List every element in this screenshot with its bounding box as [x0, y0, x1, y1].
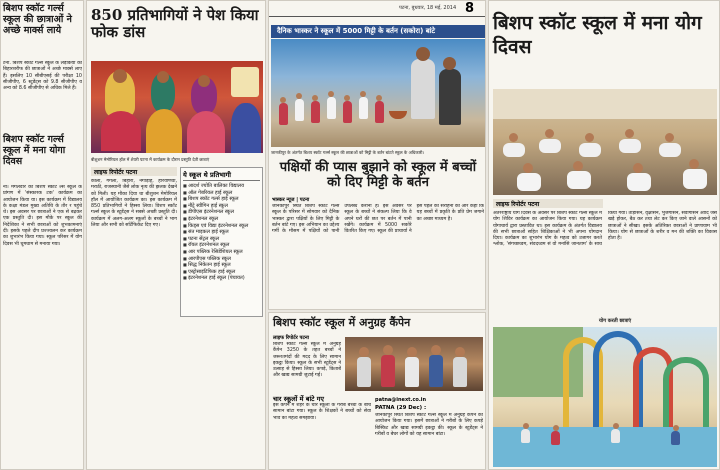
school-list-item: ■ रॉयल इंटरनेशनल स्कूल [183, 242, 260, 249]
yoga-photo-caption: योग करती छात्राएं [599, 318, 632, 324]
yoga-photo [493, 89, 717, 195]
pots-photo [271, 39, 485, 147]
campaign-dateline: PATNA (29 Dec) : [375, 405, 427, 411]
yoga-body-text: अंतरराष्ट्रीय योग दिवस के अवसर पर बिशप स्कॉट गर्ल्स स्कूल में योग शिविर कार्यक्रम का आयोजन किया गया। यह कार्यक्रम योगाचार्य द्वारा प्रस्तावित था। इस कार्यक्रम के अंतर्गत विद्यालय की सभी छात्राओं सहित शिक्षिकाओं ने भी अपना योगदान दिया। कार्यक्रम का शुभारंभ योग के महत्व को उजागर करते श्लोक, 'संगच्छध्वम, संवदध्वम सं वो मनांसि जानताम' के साथ किया गया। ताड़ासन, वृक्षासन, भुजंगासन, सर्वांगासन आदि जैसे खड़े होकर, बैठ कर तथा लेट कर किए जाने वाले आसनों को छात्राओं ने सीखा। इसके अतिरिक्त छात्राओं ने प्राणायाम भी किया। योग से छात्राओं के शरीर व मन की शक्ति का विकास होता है। [493, 211, 717, 248]
left-body-text-2: ना। मंगलवार को बिशप स्कॉट र्ल्स स्कूल के प्रांगण में 'संस्कारक टक' कार्यक्रम का आयोजन किया या। इस कार्यक्रम में विद्यालय के कक्षा मंडल मुख्य अतिथि के तौर र पहुंचे थे। इस अवसर पर छात्राओं ने एक से बढ़कर एक प्रस्तुति दी। इस मौके पर स्कूल की निदेशिका ने सभी छात्राओं को शुभकामनाएं दीं। इसके पहले दीप प्रज्ज्वलन कर कार्यक्रम का शुभारंभ किया गया। स्कूल परिसर में योग दिवस भी धूमधाम से मनाया गया। [3, 185, 82, 247]
pots-news-clip [268, 0, 486, 310]
folk-byline [91, 167, 177, 176]
school-list-item: ■ संत माइकल हाई स्कूल [183, 229, 260, 236]
school-list-item: ■ बिशप स्कॉट गर्ल्स हाई स्कूल [183, 196, 260, 203]
campaign-headline: बिशप स्कॉट स्कूल में अनुग्रह कैंपेन [273, 316, 411, 329]
left-headline-2: बिशप स्कॉट गर्ल्स स्कूल में मना योगा दिवस [3, 134, 66, 167]
school-list-item: ■ नौट्रे स्वीगिन हाई स्कूल [183, 203, 260, 210]
campaign-body-text-3: जानकीपुर स्थित बिशप स्कॉट गर्ल्स स्कूल में अनुग्रह कैंपेन का आयोजन किया गया। इसमें छात्राओं ने गरीबों के लिए कपड़े बिस्किट और खाद्य सामग्री इकट्ठा की। स्कूल के स्टूडेंट्स ने गरीबों व बेघर लोगों को यह सामान बांटा। [375, 413, 483, 437]
campaign-body-text-2: इस कैंपेन में शहर के चार स्कूलों के गरीब बच्चों के बीच सामान बांटा गया। स्कूल के शिक्षकों ने बच्चों को सेवा भाव का महत्व समझाया। [273, 403, 371, 421]
pots-caption: जानकीपुर के अंतर्गत बिशप स्कॉट गर्ल्स स्कूल की छात्राओं को मिट्टी के बर्तन बांटते स्कूल के अधिकारी। [271, 150, 425, 155]
left-body-text: टना. बिशप स्कॉट गर्ल्स स्कूल के लड़कियों को बिहारशरीफ की छात्राओं ने अच्छे मार्क्स लाए हैं। इसलिए 10 सीबीएसई की परीक्षा 10 सीजीपीए, 6 स्टूडेंट्स को 9.8 सीजीपीए व अन्य को 8.6 सीजीपीए से अधिक मिले हैं। [3, 61, 82, 92]
masthead-date: पटना, बुधवार, 18 मई, 2014 [399, 5, 457, 11]
folk-headline: 850 प्रतिभागियों ने पेश किया फोक डांस [91, 6, 259, 42]
folk-dance-clip [86, 0, 266, 470]
school-list-item: ■ इंटरनेशनल हाई स्कूल (पंचायत) [183, 275, 260, 282]
left-news-clip [0, 0, 84, 470]
school-list-title: ये स्कूल थे प्रतिभागी [183, 170, 260, 181]
campaign-news-clip [268, 312, 486, 470]
school-list-item: ■ सिद्ध निकेतन हाई स्कूल [183, 262, 260, 269]
folk-byline-text: लाइफ रिपोर्टर पटना [94, 169, 138, 176]
water-park-photo [493, 327, 717, 467]
school-list-item: ■ किड्स एवं विद्या इंटरनेशनल स्कूल [183, 223, 260, 230]
school-list-item: ■ पटना सेंट्रल स्कूल [183, 236, 260, 243]
school-list-item: ■ आरपीएस पब्लिक स्कूल [183, 256, 260, 263]
folk-photo-caption: बीशुशन मेमोरियल हॉल में शेयरी पटना में कार्यक्रम के दौरान प्रस्तुति देती छात्राएं [91, 157, 210, 162]
pots-body-text: जानकीपुर स्थित बिशप स्कॉट गर्ल्स स्कूल के परिसर में सोमवार को दैनिक भास्कर द्वारा पक्षियों के लिए मिट्टी के बर्तन बांटे गए। इस अभियान का उद्देश्य गर्मी के मौसम में पक्षियों को पानी उपलब्ध कराना है। इस अवसर पर स्कूल के बच्चों ने संकल्प लिया कि वे अपने घरों की छत पर बर्तन में पानी रखेंगे। कार्यक्रम में 5000 सकोरे वितरित किए गए। स्कूल की प्राचार्या ने इस पहल की सराहना की और कहा कि यह बच्चों में प्रकृति के प्रति प्रेम जगाने का अच्छा माध्यम है। [272, 204, 484, 235]
page-number: 8 [465, 1, 475, 16]
masthead [269, 1, 486, 17]
campaign-subhead: चार स्कूलों में बांटे गए [273, 395, 324, 403]
school-list-item: ■ इंटरनेशनल स्कूल [183, 216, 260, 223]
school-list-item: ■ आदर्श ज्योति बालिका विद्यालय [183, 183, 260, 190]
campaign-photo [345, 337, 483, 391]
campaign-body-text: बिशप स्कॉट गर्ल्स स्कूल में अनुग्रह कैंपेन 3250 के तहत बच्चों ने जरूरतमंदों की मदद के लिए सामान इकट्ठा किया। स्कूल के सभी स्टूडेंट्स ने उत्साह से हिस्सा लिया। कपड़े, किताबें और खाद्य सामग्री जुटाई गई। [273, 342, 341, 379]
school-list-item: ■ आर पब्लिक रेसिडेंशियल स्कूल [183, 249, 260, 256]
pots-headline: पक्षियों की प्यास बुझाने को स्कूल में बच्चों को दिए मिट्टी के बर्तन [279, 160, 477, 190]
folk-body-text: कोली, गंगली, बिहारी, नगाड़ीह, हरियाणवी, मराठी, राजस्थानी जैसे लोक नृत्य की झलक देखने को मिली। यह मौका दिया था बीशुशन मेमोरियल हॉल में आयोजित कार्यक्रम का। इस कार्यक्रम में 850 प्रतिभागियों ने हिस्सा लिया। विशप स्कॉट गर्ल्स स्कूल के स्टूडेंट्स ने सबसे अच्छी प्रस्तुति दी। कार्यक्रम में अलग-अलग स्कूलों के बच्चों ने भाग लिया और सभी को सर्टिफिकेट दिए गए। [91, 179, 177, 229]
school-list [183, 183, 260, 282]
left-headline: बिशप स्कॉट गर्ल्स स्कूल की छात्राओं ने अच्छे मार्क्स लाये [3, 3, 72, 36]
yoga-byline [493, 199, 603, 208]
banner-text: दैनिक भास्कर ने स्कूल में 5000 मिट्टी के बर्तन (सकोरा) बांटे [277, 27, 436, 35]
school-list-box [180, 167, 263, 317]
school-list-item: ■ ऑल गेबरियल हाई स्कूल [183, 190, 260, 197]
banner-strip [271, 25, 485, 38]
campaign-email: patna@inext.co.in [375, 397, 427, 403]
campaign-byline: लाइफ रिपोर्टर पटना [273, 335, 309, 341]
school-list-item: ■ एस्ट्रोसाइंटिफिक हाई स्कूल [183, 269, 260, 276]
yoga-byline-text: लाइफ रिपोर्टर पटना [496, 201, 540, 208]
pots-byline: भास्कर न्यूज | पटना [272, 197, 310, 203]
school-list-item: ■ डीपीएस इंटरनेशनल स्कूल [183, 209, 260, 216]
yoga-news-clip [488, 0, 720, 470]
folk-dance-photo [91, 61, 263, 153]
yoga-headline: बिशप स्कॉट स्कूल में मना योग दिवस [493, 12, 702, 58]
